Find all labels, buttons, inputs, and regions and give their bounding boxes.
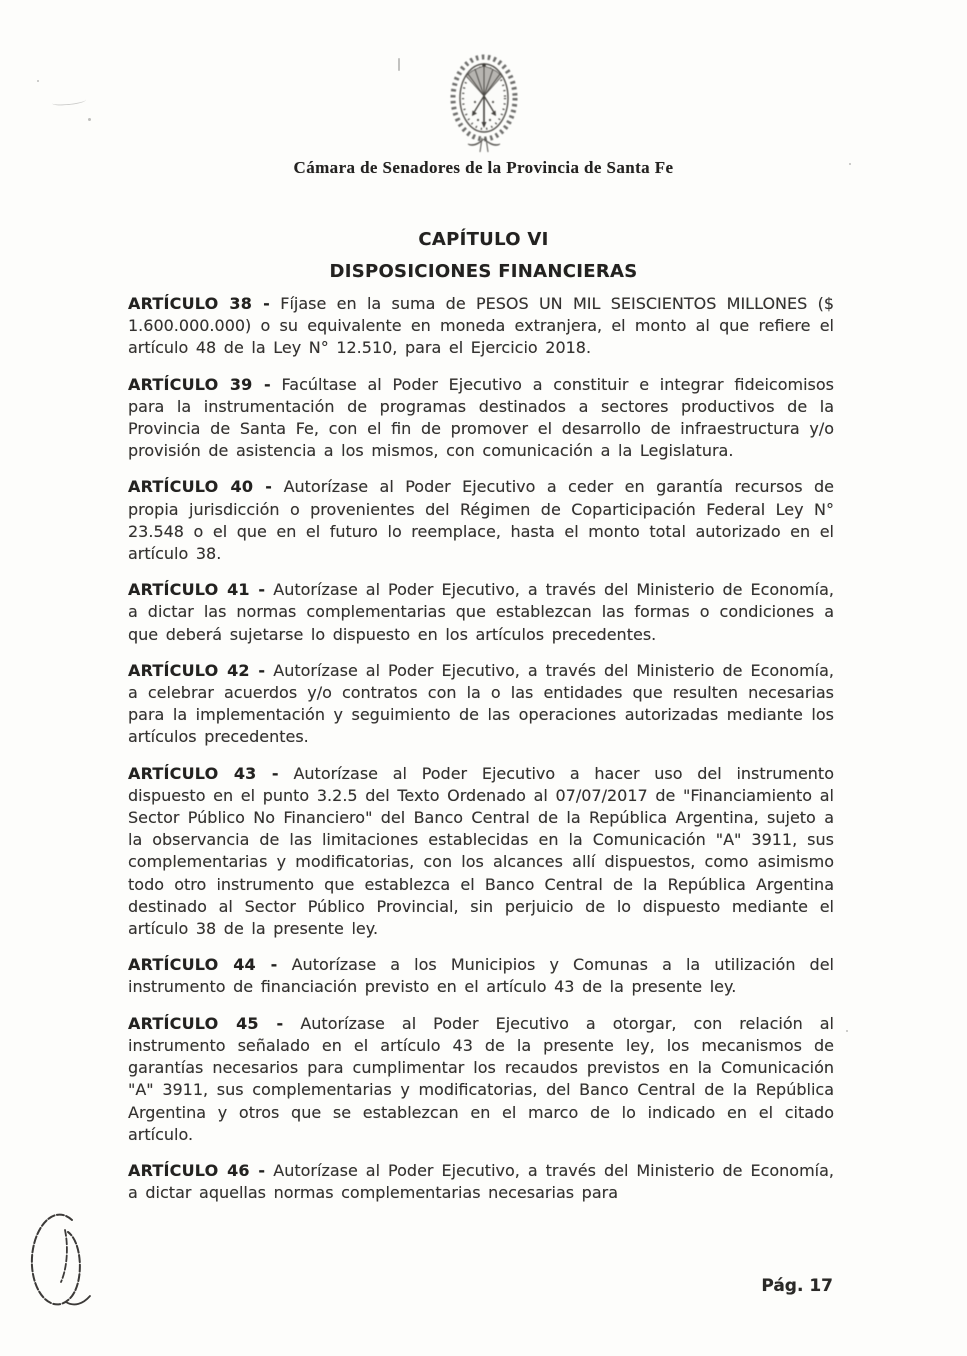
page-number: Pág. 17 [761, 1276, 833, 1296]
article-38-label: ARTÍCULO 38 - [128, 294, 270, 313]
articles-body [128, 293, 834, 1218]
scan-noise-mark [846, 1030, 848, 1032]
article-42-paragraph [128, 660, 834, 749]
article-42-label: ARTÍCULO 42 - [128, 660, 266, 680]
article-38-paragraph [128, 293, 834, 360]
article-45-label: ARTÍCULO 45 - [128, 1013, 284, 1033]
article-44-paragraph [128, 954, 834, 998]
chapter-subtitle: DISPOSICIONES FINANCIERAS [329, 261, 638, 282]
article-46-label: ARTÍCULO 46 - [128, 1160, 266, 1180]
article-43-text: Autorízase al Poder Ejecutivo a hacer uso del instrumento dispuesto en el punto 3.2.5 del Texto Ordenado al 07/07/2017 de "Financiamiento al Sector Público No Financiero" del Banco Central de la República Argentina, sujeto a la observancia de las limitaciones establecidas en la Comunicación "A" 3911, sus complementarias y modificatorias, con los alcances allí dispuestos, como asimismo todo otro instrumento que establezca el Banco Central de la República Argentina destinado al Sector Público Provincial, sin perjuicio de lo dispuesto mediante el artículo 38 de la presente ley. [128, 763, 834, 939]
article-45-text: Autorízase al Poder Ejecutivo a otorgar, con relación al instrumento señalado en el artículo 43 de la presente ley, los mecanismos de garantías necesarios para cumplimentar los recaudos previstos en la Comunicación "A" 3911, sus complementarias y modificatorias, del Banco Central de la República Argentina y otros que se establezcan en el marco de lo indicado en el citado artículo. [128, 1013, 834, 1144]
article-40-label: ARTÍCULO 40 - [128, 477, 273, 497]
article-42-text: Autorízase al Poder Ejecutivo, a través del Ministerio de Economía, a celebrar acuerdos y/o contratos con la o las entidades que resulten necesarias para la implementación y seguimiento de las operaciones autorizadas mediante los artículos precedentes. [128, 660, 834, 747]
article-46-text: Autorízase al Poder Ejecutivo, a través del Ministerio de Economía, a dictar aquellas normas complementarias necesarias para [128, 1160, 834, 1203]
article-39-paragraph [128, 374, 834, 463]
article-38-text: Fíjase en la suma de PESOS UN MIL SEISCIENTOS MILLONES ($ 1.600.000.000) o su equivalente en moneda extranjera, el monto al que refiere el artículo 48 de la Ley N° 12.510, para el Ejercicio 2018. [128, 294, 835, 358]
institution-name: Cámara de Senadores de la Provincia de Santa Fe [293, 158, 674, 177]
article-39-text: Facúltase al Poder Ejecutivo a constituir e integrar fideicomisos para la instrumentación de programas destinados a sectores productivos de la Provincia de Santa Fe, con el fin de promover el desarrollo de infraestructura y/o provisión de asistencia a los mismos, con comunicación a la Legislatura. [128, 374, 834, 461]
article-44-label: ARTÍCULO 44 - [128, 955, 278, 975]
article-45-paragraph [128, 1013, 834, 1146]
article-43-label: ARTÍCULO 43 - [128, 763, 279, 783]
article-41-text: Autorízase al Poder Ejecutivo, a través del Ministerio de Economía, a dictar las normas complementarias que establezcan las formas o condiciones a que deberá sujetarse lo dispuesto en los artículos precedentes. [128, 580, 834, 644]
article-46-paragraph [128, 1160, 834, 1204]
article-41-paragraph [128, 579, 834, 646]
handwritten-mark [22, 1208, 94, 1322]
article-44-text: Autorízase a los Municipios y Comunas a la utilización del instrumento de financiación previsto en el artículo 43 de la presente ley. [128, 955, 835, 997]
article-41-label: ARTÍCULO 41 - [128, 580, 266, 600]
article-39-label: ARTÍCULO 39 - [128, 374, 271, 394]
article-40-text: Autorízase al Poder Ejecutivo a ceder en garantía recursos de propia jurisdicción o provenientes del Régimen de Coparticipación Federal Ley N° 23.548 o el que en el futuro lo reemplace, hasta el monto total autorizado en el artículo 38. [128, 477, 834, 564]
coat-of-arms-icon [0, 50, 967, 162]
article-43-paragraph [128, 763, 834, 941]
chapter-title: CAPÍTULO VI [418, 229, 549, 250]
article-40-paragraph [128, 476, 834, 565]
